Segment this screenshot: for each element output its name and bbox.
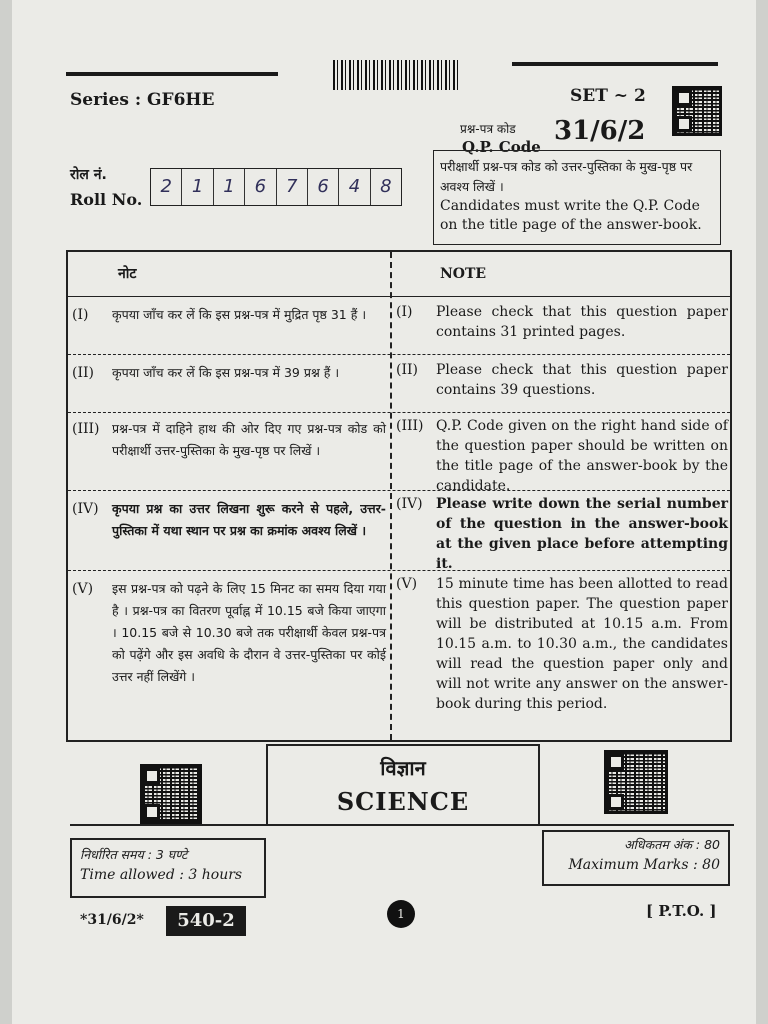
- note-text-hindi: प्रश्न-पत्र में दाहिने हाथ की ओर दिए गए प्रश्न-पत्र कोड को परीक्षार्थी उत्तर-पुस्तिका के मुख-पृष्ठ पर लिखें ।: [112, 421, 386, 458]
- roll-digit[interactable]: 7: [277, 169, 308, 205]
- time-allowed-hindi: निर्धारित समय : 3 घण्टे: [80, 847, 188, 862]
- roll-label-hindi: रोल नं.: [70, 167, 107, 183]
- set-label: SET ~ 2: [570, 86, 646, 106]
- note-number: (II): [72, 365, 94, 381]
- note-number: (IV): [396, 496, 423, 512]
- note-text-english: Please check that this question paper contains 39 questions.: [436, 362, 728, 398]
- qr-code-icon: [672, 86, 722, 136]
- note-number: (V): [72, 581, 94, 597]
- note-text-english: Please write down the serial number of the question in the answer-book at the given place before attempting it.: [436, 496, 728, 572]
- roll-label: Roll No.: [70, 190, 143, 209]
- note-number: (I): [396, 304, 413, 320]
- note-number: (I): [72, 307, 89, 323]
- qp-code-label: Q.P. Code: [462, 138, 541, 156]
- time-allowed-box: [70, 838, 266, 898]
- note-number: (II): [396, 362, 418, 378]
- note-text-hindi: कृपया जाँच कर लें कि इस प्रश्न-पत्र में 39 प्रश्न हैं ।: [112, 365, 340, 380]
- paper-code: *31/6/2*: [80, 912, 144, 928]
- column-divider: [390, 252, 392, 740]
- maximum-marks-hindi: अधिकतम अंक : 80: [624, 837, 720, 852]
- row-divider: [68, 412, 730, 413]
- note-number: (III): [72, 421, 100, 437]
- notes-header-hindi: नोट: [118, 266, 137, 282]
- note-row-hindi: [68, 418, 386, 462]
- note-row-english: [394, 360, 728, 400]
- instruction-hindi: परीक्षार्थी प्रश्न-पत्र कोड को उत्तर-पुस्तिका के मुख-पृष्ठ पर अवश्य लिखें ।: [440, 159, 693, 194]
- time-allowed: Time allowed : 3 hours: [80, 867, 243, 883]
- pto-label: [ P.T.O. ]: [646, 902, 717, 920]
- roll-digit[interactable]: 1: [214, 169, 245, 205]
- paper-tag: 540-2: [166, 906, 246, 936]
- series-label: Series : GF6HE: [70, 90, 215, 110]
- note-row-english: [394, 494, 728, 574]
- roll-digit[interactable]: 2: [151, 169, 182, 205]
- qr-code-icon: [140, 764, 202, 824]
- note-number: (V): [396, 576, 418, 592]
- roll-digit[interactable]: 8: [380, 176, 392, 197]
- note-text-english: 15 minute time has been allotted to read this question paper. The question paper will be distributed at 10.15 a.m. From 10.15 a.m. to 10.30 a.m., the candidates will read the question paper only and will not write any answer on the answer-book during this period.: [436, 576, 728, 712]
- row-divider: [68, 296, 730, 297]
- note-row-hindi: [68, 362, 386, 384]
- subject-title-hindi: विज्ञान: [380, 756, 426, 780]
- note-text-english: Please check that this question paper contains 31 printed pages.: [436, 304, 728, 340]
- note-number: (IV): [72, 501, 99, 517]
- roll-digit[interactable]: 6: [245, 169, 276, 205]
- barcode-icon: [333, 60, 459, 90]
- note-text-english: Q.P. Code given on the right hand side of the question paper should be written on the title page of the answer-book by the candidate.: [436, 418, 728, 494]
- note-row-hindi: [68, 578, 386, 688]
- note-row-hindi: [68, 498, 386, 542]
- maximum-marks-box: [542, 830, 730, 886]
- section-divider: [70, 824, 734, 826]
- top-left-rule: [66, 72, 278, 76]
- notes-table: [66, 250, 732, 742]
- roll-number-boxes[interactable]: [150, 168, 402, 206]
- qr-code-icon: [604, 750, 668, 814]
- notes-header-english: NOTE: [440, 266, 487, 282]
- subject-title-box: [266, 744, 540, 824]
- roll-digit[interactable]: 4: [339, 169, 370, 205]
- note-row-english: [394, 416, 728, 496]
- note-text-hindi: कृपया प्रश्न का उत्तर लिखना शुरू करने से पहले, उत्तर-पुस्तिका में यथा स्थान पर प्रश्न का क्रमांक अवश्य लिखें ।: [112, 501, 386, 538]
- roll-digit[interactable]: 6: [308, 169, 339, 205]
- maximum-marks: Maximum Marks : 80: [568, 857, 720, 873]
- top-right-rule: [512, 62, 718, 66]
- note-row-hindi: [68, 304, 386, 326]
- page-number: 1: [387, 900, 415, 928]
- qp-code-instruction-box: [433, 150, 721, 245]
- note-text-hindi: कृपया जाँच कर लें कि इस प्रश्न-पत्र में मुद्रित पृष्ठ 31 हैं ।: [112, 307, 367, 322]
- qp-code-label-hindi: प्रश्न-पत्र कोड: [460, 122, 516, 136]
- roll-digit[interactable]: 1: [182, 169, 213, 205]
- note-row-english: [394, 302, 728, 342]
- instruction-english: Candidates must write the Q.P. Code on the title page of the answer-book.: [440, 198, 702, 233]
- note-row-english: [394, 574, 728, 714]
- note-text-hindi: इस प्रश्न-पत्र को पढ़ने के लिए 15 मिनट का समय दिया गया है । प्रश्न-पत्र का वितरण पूर्वाह्न में 10.15 बजे किया जाएगा । 10.15 बजे से 10.30 बजे तक परीक्षार्थी केवल प्रश्न-पत्र को पढ़ेंगे और इस अवधि के दौरान वे उत्तर-पुस्तिका पर कोई उत्तर नहीं लिखेंगे ।: [112, 581, 386, 684]
- row-divider: [68, 354, 730, 355]
- subject-title: SCIENCE: [336, 787, 470, 816]
- note-number: (III): [396, 418, 424, 434]
- qp-code-value: 31/6/2: [554, 116, 646, 146]
